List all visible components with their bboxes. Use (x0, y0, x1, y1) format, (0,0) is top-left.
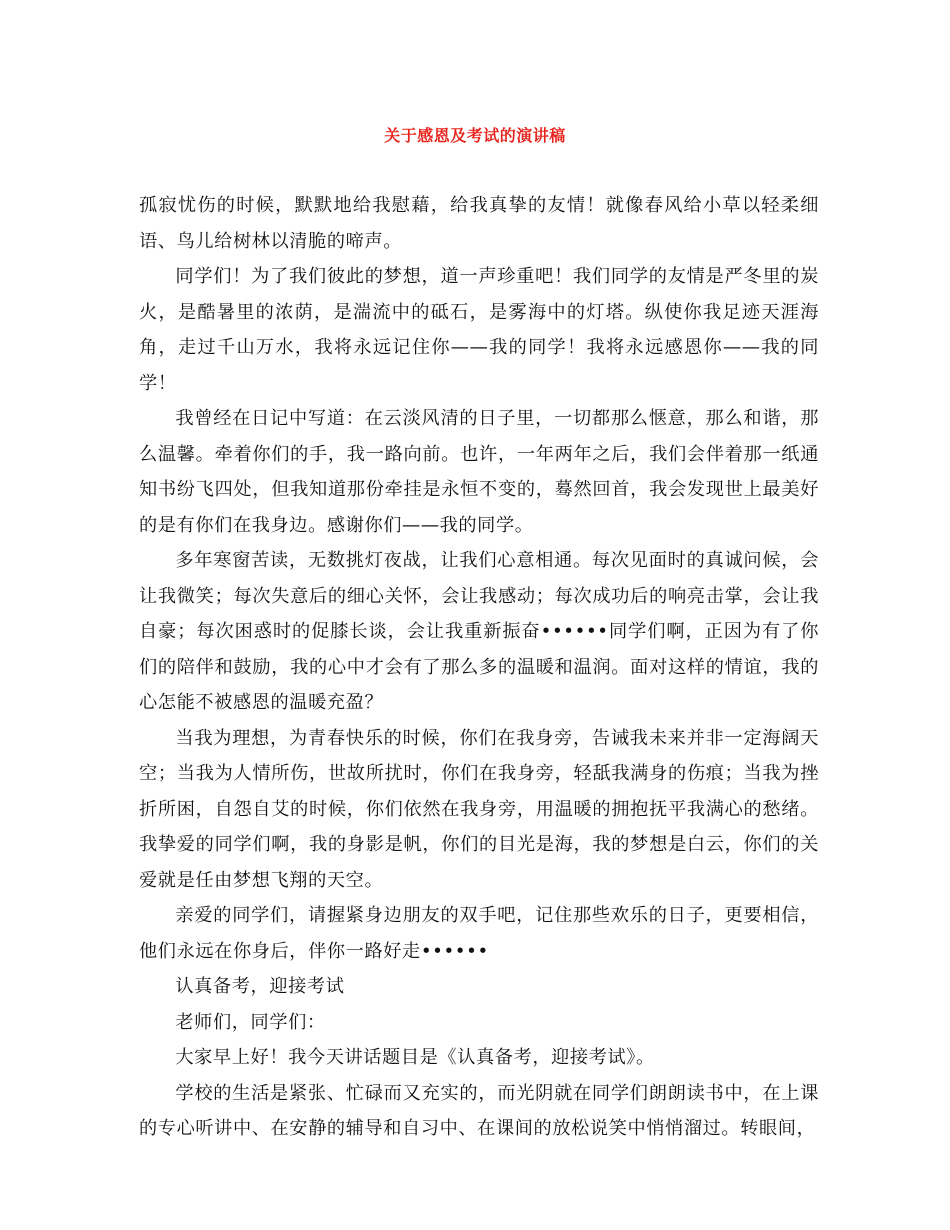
salutation: 老师们，同学们： (175, 1011, 326, 1033)
paragraph-last: 学校的生活是紧张、忙碌而又充实的，而光阴就在同学们朗朗读书中，在上课的专心听讲中、在安静的辅导和自习中、在课间的放松说笑中悄悄溜过。转眼间， (139, 1082, 819, 1139)
paragraph-1: 孤寂忧伤的时候，默默地给我慰藉，给我真挚的友情！就像春风给小草以轻柔细语、鸟儿给树林以清脆的啼声。 (139, 195, 819, 252)
document-body (139, 188, 819, 1147)
paragraph-2: 同学们！为了我们彼此的梦想，道一声珍重吧！我们同学的友情是严冬里的炭火，是酷暑里的浓荫，是湍流中的砥石，是雾海中的灯塔。纵使你我足迹天涯海角，走过千山万水，我将永远记住你——我的同学！我将永远感恩你——我的同学！ (139, 266, 819, 394)
paragraph-3: 我曾经在日记中写道：在云淡风清的日子里，一切都那么惬意，那么和谐，那么温馨。牵着你们的手，我一路向前。也许，一年两年之后，我们会伴着那一纸通知书纷飞四处，但我知道那份牵挂是永恒不变的，蓦然回首，我会发现世上最美好的是有你们在我身边。感谢你们——我的同学。 (139, 408, 819, 536)
paragraph-6: 亲爱的同学们，请握紧身边朋友的双手吧，记住那些欢乐的日子，更要相信，他们永远在你身后，伴你一路好走•••••• (139, 905, 819, 962)
paragraph-5: 当我为理想，为青春快乐的时候，你们在我身旁，告诫我未来并非一定海阔天空；当我为人情所伤，世故所扰时，你们在我身旁，轻舐我满身的伤痕；当我为挫折所困，自怨自艾的时候，你们依然在我身旁，用温暖的拥抱抚平我满心的愁绪。我挚爱的同学们啊，我的身影是帆，你们的目光是海，我的梦想是白云，你们的关爱就是任由梦想飞翔的天空。 (139, 727, 819, 891)
paragraph-4: 多年寒窗苦读，无数挑灯夜战，让我们心意相通。每次见面时的真诚问候，会让我微笑；每次失意后的细心关怀，会让我感动；每次成功后的响亮击掌，会让我自豪；每次困惑时的促膝长谈，会让我重新振奋••••••同学们啊，正因为有了你们的陪伴和鼓励，我的心中才会有了那么多的温暖和温润。面对这样的情谊，我的心怎能不被感恩的温暖充盈？ (139, 550, 819, 713)
paragraph-greeting: 大家早上好！我今天讲话题目是《认真备考，迎接考试》。 (175, 1047, 655, 1068)
document-title: 关于感恩及考试的演讲稿 (384, 126, 566, 145)
section-heading: 认真备考，迎接考试 (175, 976, 345, 997)
